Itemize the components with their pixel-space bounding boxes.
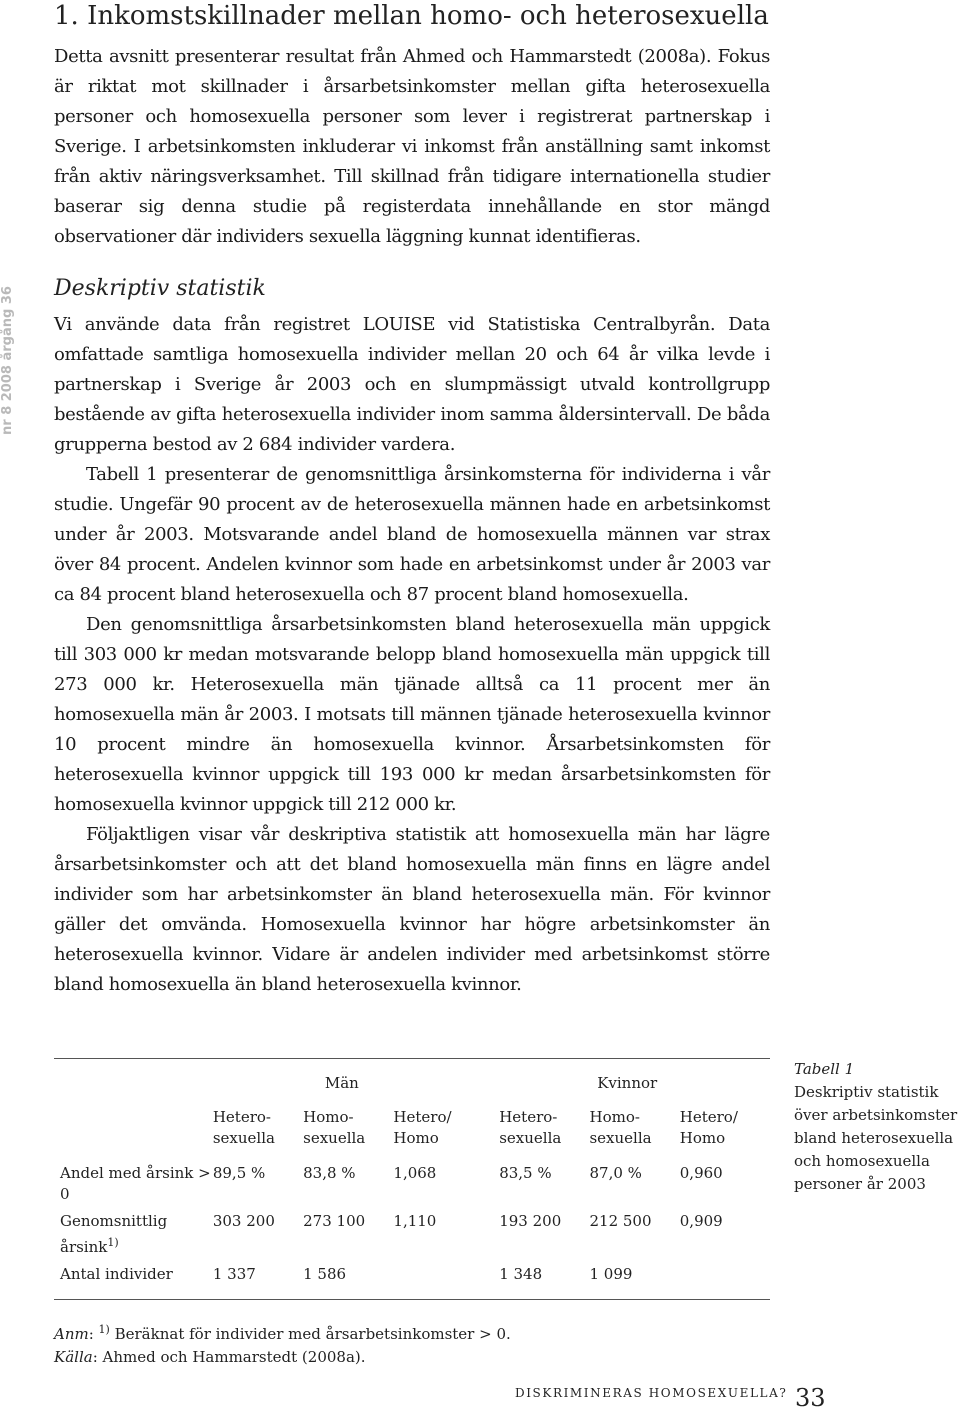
anm-label: Anm: [54, 1325, 89, 1343]
intro-paragraph: Detta avsnitt presenterar resultat från Ahmed och Hammarstedt (2008a). Fokus är riktat mot skillnader i årsarbetsinkomster mellan gifta heterosexuella personer och homosexuella personer som lever i registrerat partnerskap i Sverige. I arbetsinkomsten inkluderar vi inkomst från anställning samt inkomst från aktiv näringsverksamhet. Till skillnad från tidigare internationella studier baserar sig denna studie på registerdata innehållande en stor mängd observationer där individers sexuella läggning kunnat identifieras.: [54, 46, 770, 247]
paragraph-3: Den genomsnittliga årsarbetsinkomsten bland heterosexuella män uppgick till 303 000 kr medan motsvarande belopp bland homosexuella män uppgick till 273 000 kr. Heterosexuella män tjänade alltså ca 11 procent mer än homosexuella män år 2003. I motsats till männen tjänade heterosexuella kvinnor 10 procent mindre än homosexuella kvinnor. Årsarbetsinkomsten för heterosexuella kvinnor uppgick till 193 000 kr medan årsarbetsinkomsten för homosexuella kvinnor uppgick till 212 000 kr.: [54, 614, 770, 815]
sidebar-issue-label: nr 8 2008 årgång 36: [0, 286, 15, 435]
table-caption: [794, 1058, 960, 1196]
table-cell: 1 337: [212, 1265, 256, 1283]
table-cell: 87,0 %: [589, 1164, 642, 1182]
row-label: Antal individer: [60, 1265, 173, 1283]
table-cell: 1 348: [499, 1265, 543, 1283]
footnote-marker: 1): [98, 1323, 110, 1336]
table-bottom-rule: [54, 1299, 770, 1300]
source-label: Källa: [54, 1348, 93, 1366]
table-notes: [54, 1318, 770, 1369]
paragraph-4: Följaktligen visar vår deskriptiva statistik att homosexuella män har lägre årsarbetsinkomster och att det bland homosexuella män finns en lägre andel individer som har arbetsinkomster än bland heterosexuella män. För kvinnor gäller det omvända. Homosexuella kvinnor har högre arbetsinkomster än heterosexuella kvinnor. Vidare är andelen individer med arbetsinkomst större bland homosexuella än bland heterosexuella kvinnor.: [54, 824, 770, 995]
page-number: 33: [795, 1384, 826, 1412]
source-note: [54, 1346, 770, 1369]
table-cell: [680, 1258, 770, 1299]
row-label: Andel med årsink > 0: [60, 1164, 211, 1203]
table-cell: 1 099: [589, 1265, 633, 1283]
table-cell: 0,960: [679, 1164, 723, 1182]
table-cell: 83,5 %: [499, 1164, 552, 1182]
table-cell: 83,8 %: [303, 1164, 356, 1182]
paragraph-2: Tabell 1 presenterar de genomsnittliga årsinkomsterna för individerna i vår studie. Ungefär 90 procent av de heterosexuella männen hade en arbetsinkomst under år 2003. Motsvarande andel bland de homosexuella männen var strax över 84 procent. Andelen kvinnor som hade en arbetsinkomst under år 2003 var ca 84 procent bland heterosexuella och 87 procent bland homosexuella.: [54, 464, 770, 605]
table-cell: 89,5 %: [212, 1164, 266, 1182]
col-header: Hetero/ Homo: [679, 1108, 738, 1147]
table-cell: 273 100: [303, 1212, 366, 1230]
paragraph-1: Vi använde data från registret LOUISE vid Statistiska Centralbyrån. Data omfattade samtliga homosexuella individer mellan 20 och 64 år vilka levde i partnerskap i Sverige år 2003 och en slumpmässigt utvald kontrollgrupp bestående av gifta heterosexuella individer inom samma åldersintervall. De båda grupperna bestod av 2 684 individer vardera.: [54, 314, 770, 455]
table-cell: 193 200: [499, 1212, 562, 1230]
row-label: Genomsnittlig årsink: [60, 1212, 168, 1256]
running-footer: DISKRIMINERAS HOMOSEXUELLA?: [515, 1386, 788, 1400]
source-text: : Ahmed och Hammarstedt (2008a).: [92, 1348, 366, 1366]
col-header: Hetero-sexuella: [499, 1108, 562, 1147]
anm-text: Beräknat för individer med årsarbetsinkomster > 0.: [109, 1325, 511, 1343]
table-cell: 303 200: [212, 1212, 275, 1230]
col-header: Hetero-sexuella: [212, 1108, 275, 1147]
caption-title: Tabell 1: [794, 1060, 855, 1078]
table-cell: 0,909: [679, 1212, 723, 1230]
table-row: [54, 1258, 770, 1299]
col-header: Homo-sexuella: [303, 1108, 366, 1147]
section-heading: 1. Inkomstskillnader mellan homo- och heterosexuella: [54, 1, 769, 31]
table-cell: 212 500: [589, 1212, 652, 1230]
anm-note: Anm: $^{1)}$ Beräknat för individer med årsarbetsinkomster > 0.: [54, 1323, 511, 1343]
table-cell: [393, 1258, 499, 1299]
col-header: Hetero/ Homo: [393, 1108, 452, 1147]
footnote-marker: 1): [107, 1236, 119, 1249]
group-header-men: Män: [324, 1074, 359, 1092]
income-table: [54, 1058, 770, 1300]
table-row: [54, 1205, 770, 1258]
group-header-women: Kvinnor: [597, 1074, 658, 1092]
table-cell: 1,110: [393, 1212, 437, 1230]
caption-text: Deskriptiv statistik över arbetsinkomster bland heterosexuella och homosexuella personer år 2003: [794, 1083, 958, 1193]
row-label-cell: [54, 1205, 213, 1258]
table-row: [54, 1157, 770, 1205]
table-cell: 1 586: [303, 1265, 347, 1283]
subsection-heading: Deskriptiv statistik: [54, 276, 266, 301]
table-cell: 1,068: [393, 1164, 437, 1182]
col-header: Homo-sexuella: [589, 1108, 652, 1147]
